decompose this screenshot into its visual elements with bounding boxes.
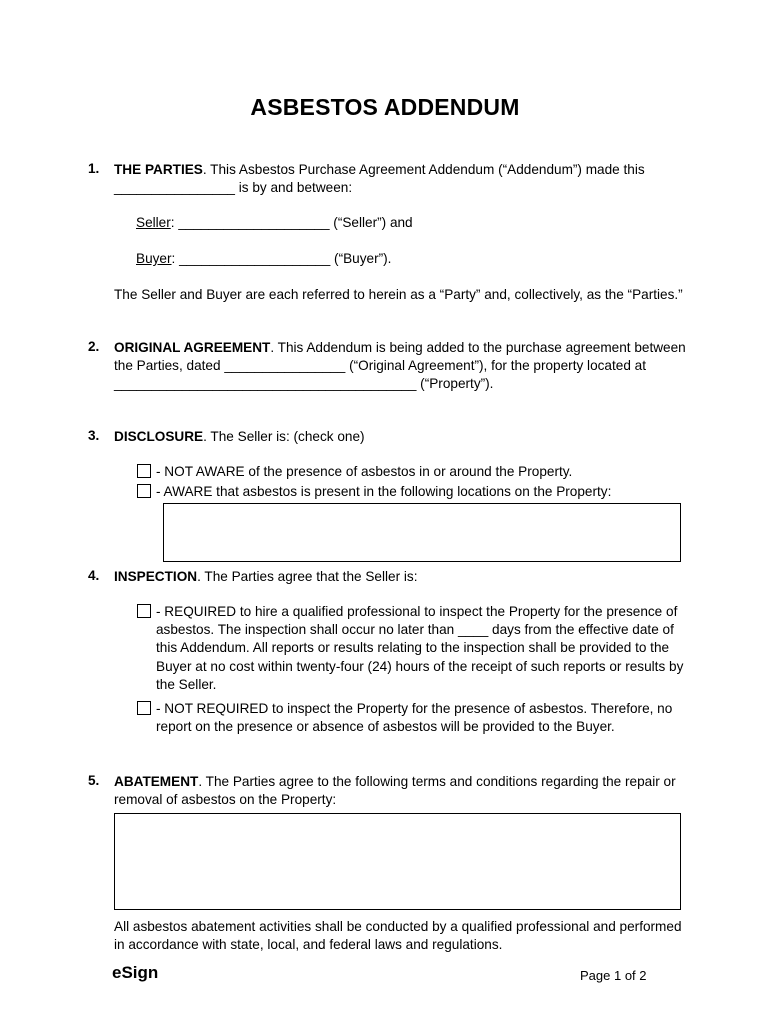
section-2-number: 2. [88, 339, 100, 354]
document-title: ASBESTOS ADDENDUM [250, 94, 520, 120]
section-3-text: . The Seller is: (check one) [203, 429, 365, 444]
seller-label: Seller [136, 215, 171, 230]
section-4-text-block [114, 568, 689, 586]
section-5-number: 5. [88, 773, 100, 788]
section-5-heading: ABATEMENT [114, 774, 199, 789]
not-aware-checkbox[interactable] [137, 464, 151, 478]
section-1-intro [114, 161, 689, 197]
buyer-blank[interactable]: : ____________________ (“Buyer”). [171, 251, 392, 266]
seller-line [136, 214, 413, 232]
not-required-option: - NOT REQUIRED to inspect the Property for the presence of asbestos. Therefore, no report on the presence or absence of asbestos will be provided to the Buyer. [156, 701, 673, 735]
not-aware-option: - NOT AWARE of the presence of asbestos in or around the Property. [156, 464, 573, 479]
not-required-checkbox[interactable] [137, 701, 151, 715]
section-3-heading: DISCLOSURE [114, 429, 204, 444]
section-5-text: . The Parties agree to the following terms and conditions regarding the repair or removal of asbestos on the Property: [114, 774, 676, 808]
section-2-text: . This Addendum is being added to the purchase agreement between the Parties, dated ________________ (“Original Agreement”), for the property located at ________________________________________ (“Property”). [114, 340, 686, 392]
section-4-heading: INSPECTION [114, 569, 198, 584]
required-checkbox[interactable] [137, 604, 151, 618]
page-number: Page 1 of 2 [580, 968, 647, 983]
aware-option: - AWARE that asbestos is present in the following locations on the Property: [156, 484, 612, 499]
required-option [156, 603, 686, 694]
asbestos-locations-box[interactable] [163, 503, 681, 562]
buyer-line [136, 250, 391, 268]
section-1-text: . This Asbestos Purchase Agreement Addendum (“Addendum”) made this ________________ is by and between: [114, 162, 645, 196]
section-4-number: 4. [88, 568, 100, 583]
section-2-heading: ORIGINAL AGREEMENT [114, 340, 271, 355]
section-4-text: . The Parties agree that the Seller is: [197, 569, 418, 584]
section-5-text-block [114, 773, 689, 809]
required-option-text: - REQUIRED to hire a qualified professional to inspect the Property for the presence of asbestos. The inspection shall occur no later than ____ days from the effective date of this Addendum. All reports or results relating to the inspection shall be provided to the Buyer at no cost within twenty-four (24) hours of the receipt of such reports or results by the Seller. [156, 604, 684, 692]
aware-checkbox[interactable] [137, 484, 151, 498]
section-1-heading: THE PARTIES [114, 162, 203, 177]
section-3-number: 3. [88, 428, 100, 443]
esign-logo: eSign [112, 963, 159, 982]
section-1-number: 1. [88, 161, 100, 176]
buyer-label: Buyer [136, 251, 172, 266]
abatement-terms-box[interactable] [114, 813, 681, 910]
section-3-text-block [114, 428, 689, 446]
section-1-parties-text: The Seller and Buyer are each referred to herein as a “Party” and, collectively, as the “Parties.” [114, 287, 683, 302]
seller-blank[interactable]: : ____________________ (“Seller”) and [170, 215, 413, 230]
abatement-compliance-text: All asbestos abatement activities shall be conducted by a qualified professional and performed in accordance with state, local, and federal laws and regulations. [114, 919, 682, 953]
section-2-text-block [114, 339, 689, 394]
